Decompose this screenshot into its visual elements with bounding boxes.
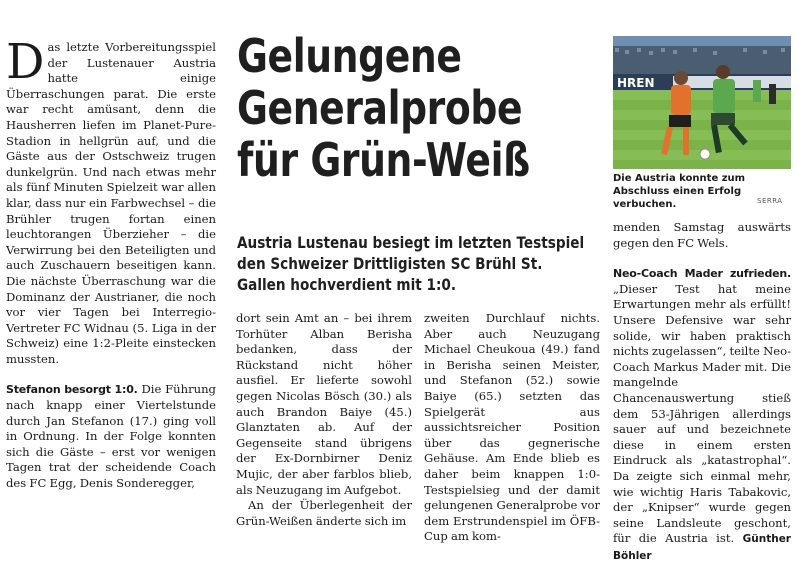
photo-credit: SERRA [757,197,783,205]
headline [237,30,532,186]
subheadline: Austria Lustenau besiegt im letzten Testspiel den Schweizer Drittligisten SC Brühl St. Gallen hochverdient mit 1:0. [237,233,585,294]
headline-line-1: Gelungene [237,29,462,83]
middle-columns [236,311,600,545]
paragraph-mader [613,266,791,564]
column-2-text-2: An der Überlegenheit der Grün-Weißen änderte sich im [236,498,412,528]
match-photo [613,36,791,169]
column-4-intro: menden Samstag auswärts gegen den FC Wels. [613,220,791,250]
svg-text:HREN: HREN [617,76,655,90]
paragraph-stefanon [6,382,216,491]
photo-caption: Die Austria konnte zum Abschluss einen Erfolg verbuchen. [613,173,746,210]
intro-paragraph [6,34,216,367]
column-2-text: dort sein Amt an – bei ihrem Torhüter Alban Berisha bedanken, dass der Rückstand nicht höher ausfiel. Er lieferte sowohl gegen Nicolas Bösch (30.) als auch Brandon Baiye (45.) Glanztaten ab. Auf der Gegenseite stand übrigens der Ex-Dornbirner Deniz Mujic, der aber farblos blieb, als Neuzugang im Aufgebot. [236,311,412,497]
subheading-mader: Neo-Coach Mader zufrieden. [613,267,791,281]
article-column-2 [236,311,412,545]
match-photo-image [613,36,791,169]
intro-text: as letzte Vorbereitungsspiel der Lustenauer Austria hatte einige Überraschungen parat. Die erste war recht amüsant, denn die Hausherren liefen im Planet-Pure-Stadion in hellgrün auf, und die Gäste aus der Ostschweiz trugen dunkelgrün. Und nach etwas mehr als fünf Minuten Spielzeit war allen klar, dass nur ein Farbwechsel – die Brühler trugen fortan einen leuchtorangen Überzieher – die Verwirrung bei den Beteiligten und auch Zuschauern beseitigen kann. Die nächste Überraschung war die Dominanz der Austrianer, die noch vor vier Tagen bei Interregio-Vertreter FC Widnau (5. Liga in der Schweiz) eine 1:2-Pleite einstecken mussten. [6,40,216,366]
article-column-1 [6,34,216,492]
author-name: Günther Böhler [613,533,791,562]
headline-line-2: Generalprobe [237,81,523,135]
column-3-text: zweiten Durchlauf nichts. Aber auch Neuzugang Michael Cheukoua (49.) fand in Berisha seinen Meister, und Stefanon (52.) sowie Baiye (65.) setzten das Spielgerät aus aussichtsreicher Position über das gegnerische Gehäuse. Am Ende blieb es daher beim knappen 1:0-Testspielsieg und der damit gelungenen Generalprobe vor dem Erstrundenspiel im ÖFB-Cup am kom- [424,311,600,544]
article-column-3 [424,311,600,545]
article-column-4 [613,220,791,564]
subheading-stefanon: Stefanon besorgt 1:0. [6,383,138,397]
headline-line-3: für Grün-Weiß [237,133,530,187]
paragraph-stefanon-text: Die Führung nach knapp einer Viertelstunde durch Jan Stefanon (17.) ging voll in Ordnung. In der Folge konnten sich die Gäste – erst vor wenigen Tagen trat der scheidende Coach des FC Egg, Denis Sonderegger, [6,382,216,491]
paragraph-mader-text: „Dieser Test hat meine Erwartungen mehr als erfüllt! Unsere Defensive war sehr solide, wir haben praktisch nichts zugelassen“, teilte Neo-Coach Markus Mader mit. Die mangelnde Chancenauswertung stieß dem 53-Jährigen allerdings sauer auf und bezeichnete diese in einem ersten Eindruck als „katastrophal“. Da zeigte sich einmal mehr, wie wichtig Haris Tabakovic, der „Knipser“ wurde gegen seine Landsleute geschont, für die Austria ist. [613,281,791,546]
dropcap: D [6,34,45,90]
